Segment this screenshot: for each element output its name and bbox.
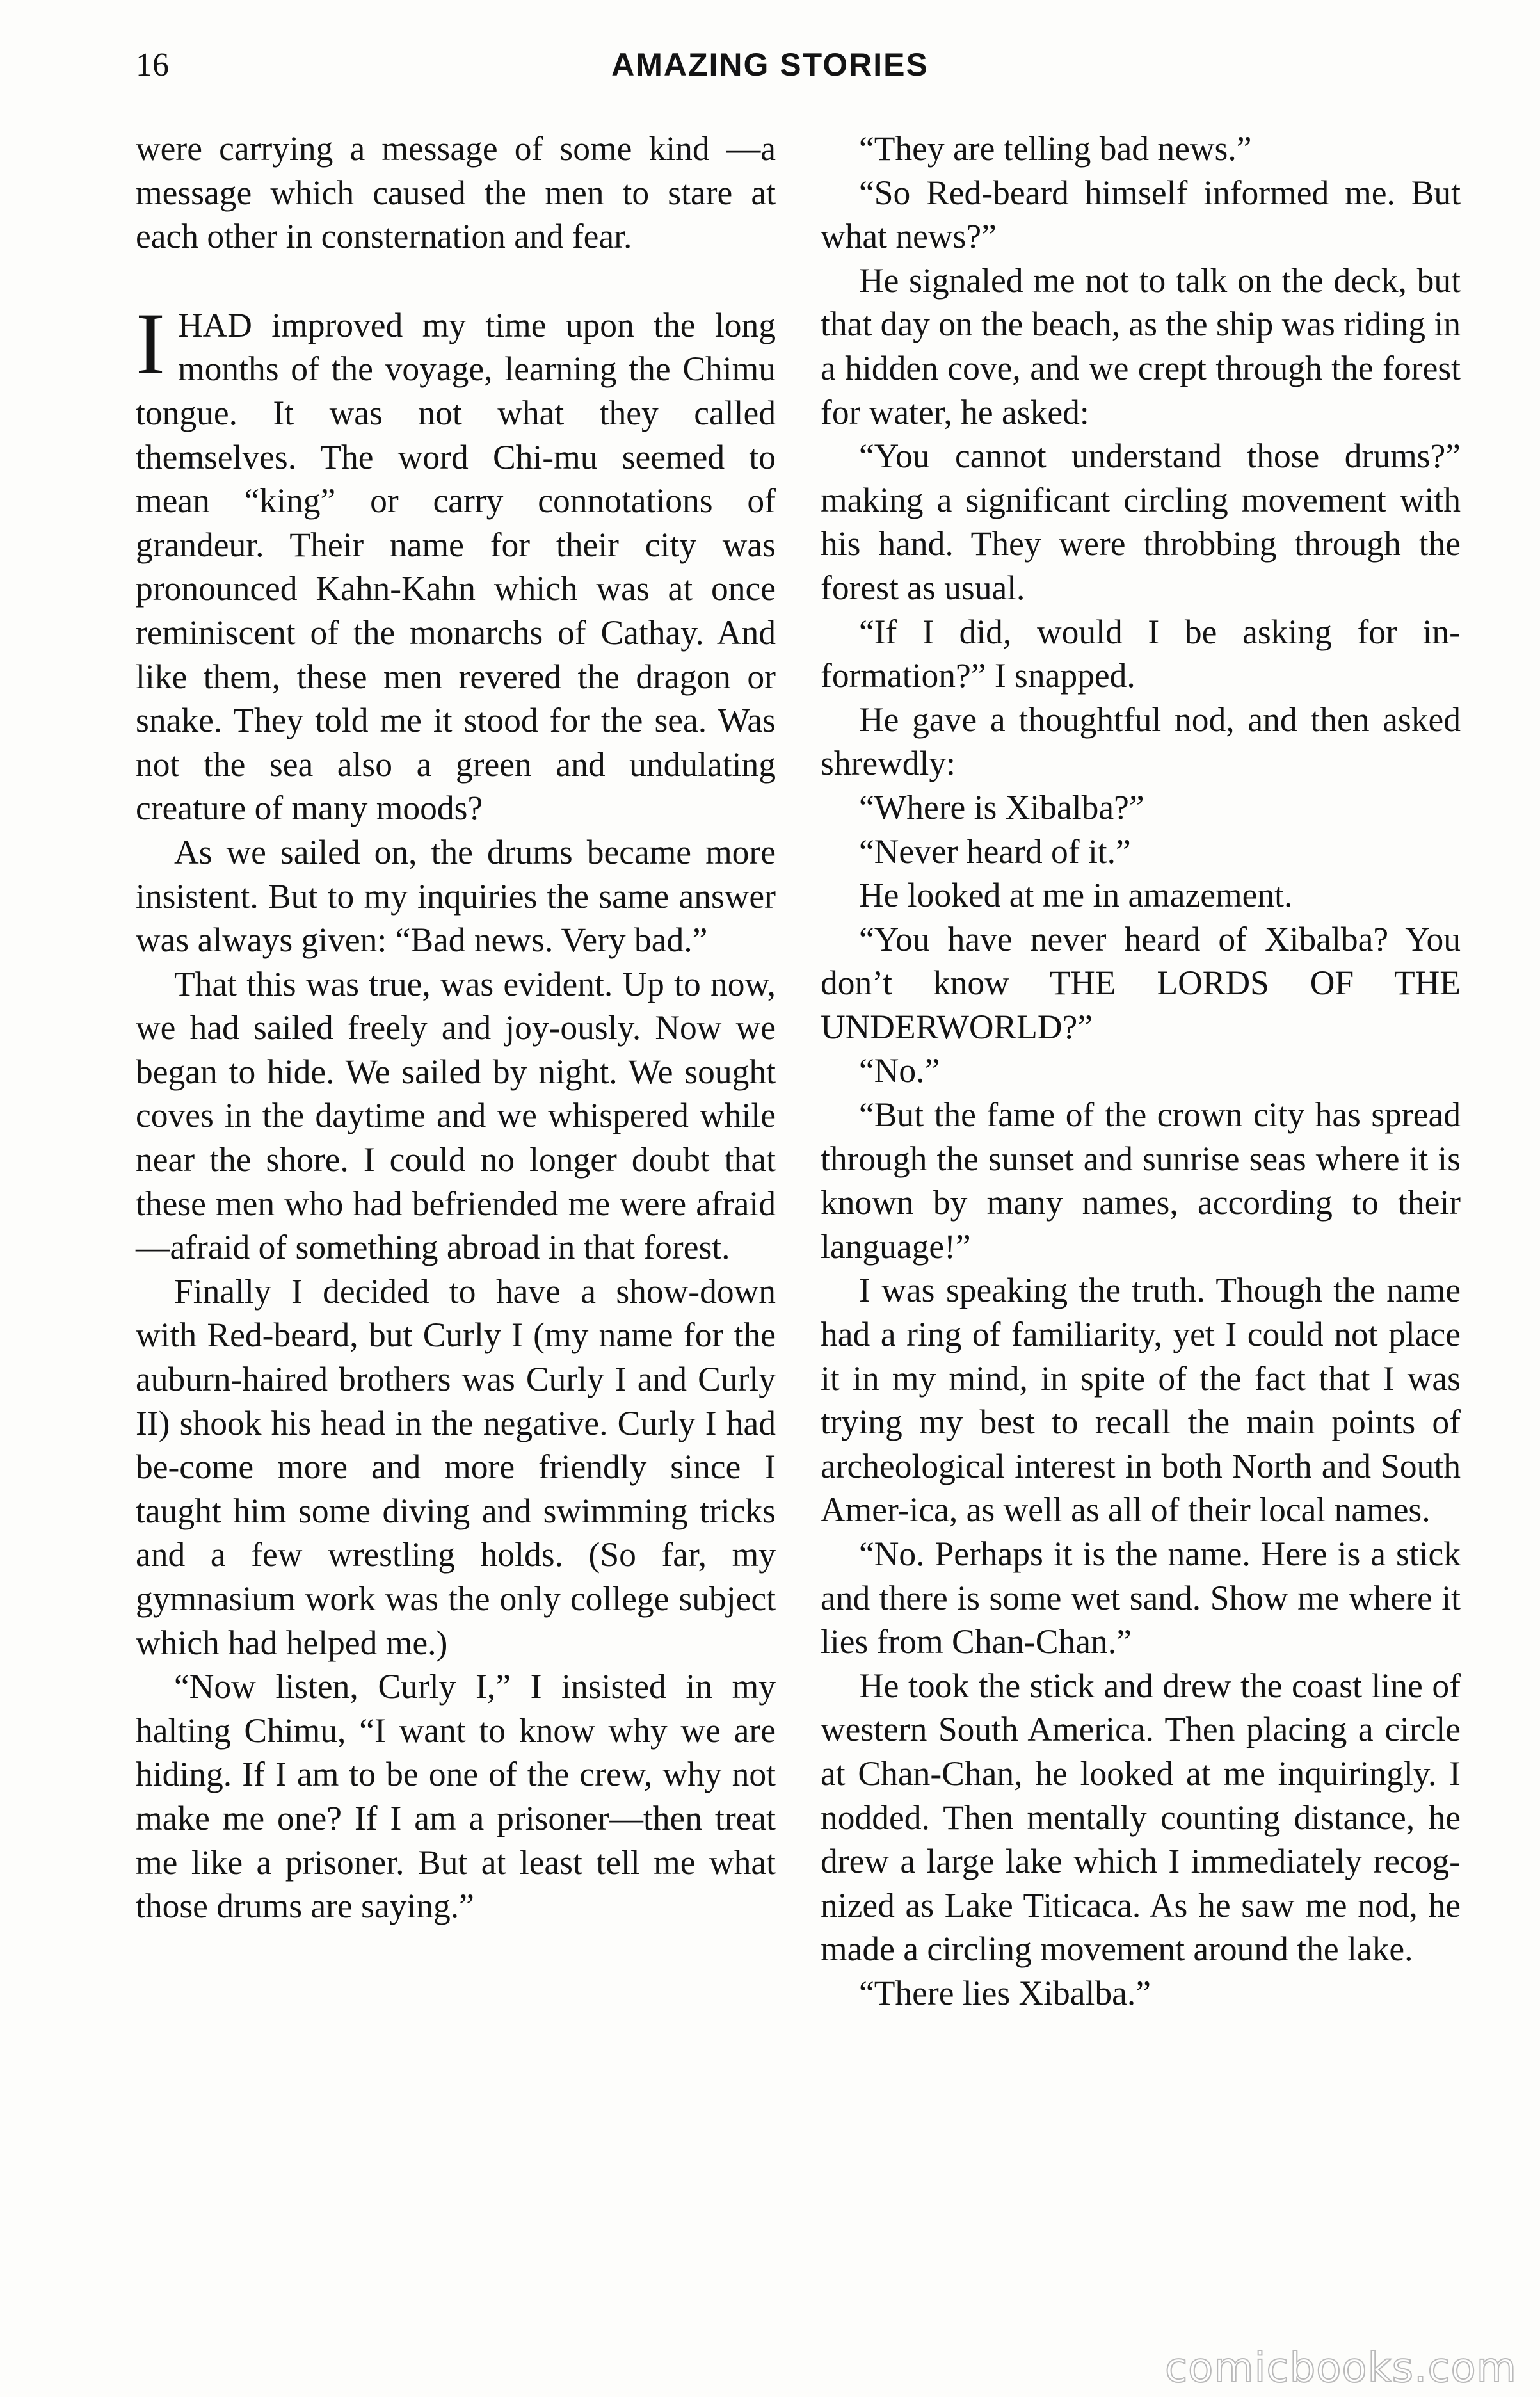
paragraph: I was speaking the truth. Though the name had a ring of familiarity, yet I could not place it in my mind, in spite of the fact that I was trying my best to recall the main points of archeological interest in both North and South Amer-ica, as well as all of their local names. [821, 1271, 1461, 1529]
paragraph: “So Red-beard himself informed me. But what news?” [821, 173, 1461, 256]
paragraph-with-drop-cap [136, 294, 776, 830]
paragraph: “Where is Xibalba?” [859, 787, 1144, 827]
paragraph-text: HAD improved my time upon the long months of the voyage, learning the Chimu tongue. It was not what they called themselves. The word Chi-mu seemed to mean “king” or carry connotations of grandeur. Their name for their city was pronounced Kahn-Kahn which was at once reminiscent of the monarchs of Cathay. And like them, these men revered the dragon or snake. They told me it stood for the sea. Was not the sea also a green and undulating creature of many moods? [136, 305, 776, 828]
paragraph: “If I did, would I be asking for in-formation?” I snapped. [821, 612, 1461, 695]
paragraph: He gave a thoughtful nod, and then asked shrewdly: [821, 700, 1461, 783]
running-head: AMAZING STORIES [611, 47, 929, 83]
paragraph: He looked at me in amazement. [859, 876, 1293, 915]
paragraph: “No. Perhaps it is the name. Here is a stick and there is some wet sand. Show me where it lies from Chan-Chan.” [821, 1535, 1461, 1661]
left-column [136, 127, 776, 1928]
paragraph: He signaled me not to talk on the deck, but that day on the beach, as the ship was riding in a hidden cove, and we crept through the forest for water, he asked: [821, 261, 1461, 432]
paragraph: “Now listen, Curly I,” I insisted in my halting Chimu, “I want to know why we are hiding. If I am to be one of the crew, why not make me one? If I am a prisoner—then treat me like a prisoner. But at least tell me what those drums are saying.” [136, 1667, 776, 1926]
paragraph: “Never heard of it.” [859, 832, 1131, 871]
paragraph: That this was true, was evident. Up to now, we had sailed freely and joy-ously. Now we began to hide. We sailed by night. We sought coves in the daytime and we whispered while near the shore. I could no longer doubt that these men who had befriended me were afraid—afraid of something abroad in that forest. [136, 964, 776, 1267]
paragraph: “But the fame of the crown city has spread through the sunset and sunrise seas where it is known by many names, according to their language!” [821, 1095, 1461, 1266]
paragraph: “You have never heard of Xibalba? You don’t know THE LORDS OF THE UNDERWORLD?” [821, 919, 1461, 1046]
page-number: 16 [136, 47, 169, 83]
paragraph: were carrying a message of some kind —a message which caused the men to stare at each other in consternation and fear. [136, 129, 776, 256]
paragraph: “They are telling bad news.” [859, 129, 1252, 168]
right-column [821, 127, 1461, 2015]
paragraph: He took the stick and drew the coast line of western South America. Then placing a circle at Chan-Chan, he looked at me inquiringly. I nodded. Then mentally counting distance, he drew a large lake which I immediately recog-nized as Lake Titicaca. As he saw me nod, he made a circling movement around the lake. [821, 1666, 1461, 1969]
paragraph: “No.” [859, 1051, 940, 1090]
paragraph: As we sailed on, the drums became more insistent. But to my inquiries the same answer was always given: “Bad news. Very bad.” [136, 832, 776, 960]
page-header [0, 41, 1540, 92]
paragraph: “There lies Xibalba.” [859, 1973, 1151, 2012]
paragraph: Finally I decided to have a show-down with Red-beard, but Curly I (my name for the auburn-haired brothers was Curly I and Curly II) shook his head in the negative. Curly I had be-come more and more friendly since I taught him some diving and swimming tricks and a few wrestling holds. (So far, my gymnasium work was the only college subject which had helped me.) [136, 1271, 776, 1662]
drop-cap: I [136, 294, 165, 392]
watermark: comicbooks.com [1164, 2345, 1517, 2392]
paragraph: “You cannot understand those drums?” making a significant circling movement with his hand. They were throbbing through the forest as usual. [821, 437, 1461, 607]
